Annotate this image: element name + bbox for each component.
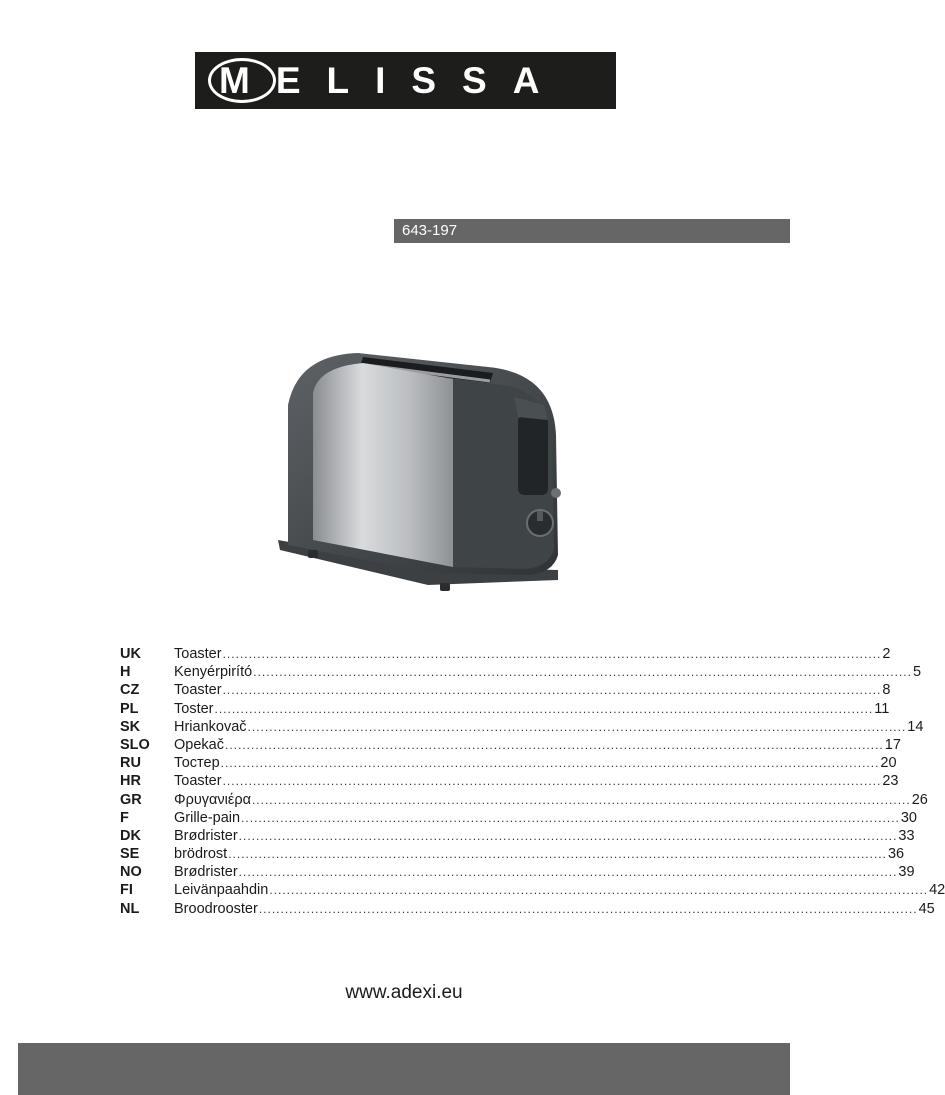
toc-entry[interactable] <box>120 681 891 699</box>
model-number-bar <box>394 219 790 243</box>
toc-language-code: GR <box>120 791 142 808</box>
toc-page-number: 26 <box>911 791 928 808</box>
toc-title: Opekač <box>174 736 224 753</box>
brand-logo <box>195 52 616 109</box>
toc-page-number: 8 <box>882 682 891 699</box>
toc-language-code: FI <box>120 882 133 899</box>
toc-title: Toaster <box>174 646 222 662</box>
toc-language-code: H <box>120 664 131 681</box>
toc-entry[interactable] <box>120 718 924 736</box>
toc-entry[interactable] <box>120 736 901 754</box>
toc-leader: ........................................................................................................................................................ <box>238 828 898 843</box>
toc-title: Brødrister <box>174 827 238 844</box>
toc-entry[interactable] <box>120 827 915 845</box>
toc-title: Toaster <box>174 773 222 790</box>
toc-page-number: 14 <box>907 718 924 735</box>
toc-page-number: 20 <box>880 755 897 772</box>
website-link[interactable]: www.adexi.eu <box>345 982 463 1003</box>
toc-title: Тостер <box>174 755 220 772</box>
toc-page-number: 42 <box>929 882 945 899</box>
toc-leader: ........................................................................................................................................................ <box>253 665 912 680</box>
toc-language-code: F <box>120 809 129 826</box>
toc-leader: ........................................................................................................................................................ <box>258 901 918 916</box>
toc-title: Leivänpaahdin <box>174 882 269 899</box>
toc-language-code: DK <box>120 827 141 844</box>
toc-leader: ........................................................................................................................................................ <box>214 701 874 716</box>
toc-page-number: 45 <box>918 900 935 917</box>
toc-entry[interactable] <box>120 809 917 827</box>
toc-title: Toster <box>174 700 214 717</box>
table-of-contents <box>120 645 945 918</box>
toc-entry[interactable] <box>120 791 928 809</box>
toc-title: brödrost <box>174 846 228 863</box>
toc-page-number: 17 <box>884 736 901 753</box>
toc-language-code: UK <box>120 646 141 662</box>
toc-language-code: NL <box>120 900 140 917</box>
toc-page-number: 30 <box>900 809 917 826</box>
toc-leader: ........................................................................................................................................................ <box>241 810 900 825</box>
toc-page-number: 5 <box>912 664 922 681</box>
toc-language-code: PL <box>120 700 139 717</box>
toc-page-number: 39 <box>898 864 915 881</box>
model-number: 643-197 <box>402 222 458 239</box>
toc-title: Broodrooster <box>174 900 258 917</box>
toc-language-code: HR <box>120 773 141 790</box>
toc-page-number: 11 <box>874 700 890 717</box>
toc-language-code: SK <box>120 718 141 735</box>
toc-leader: ........................................................................................................................................................ <box>220 756 880 771</box>
toc-entry[interactable] <box>120 754 897 772</box>
toc-leader: ........................................................................................................................................................ <box>251 792 911 807</box>
toc-entry[interactable] <box>120 900 935 918</box>
toc-leader: ........................................................................................................................................................ <box>238 865 898 880</box>
toc-entry[interactable] <box>120 863 915 881</box>
toc-page-number: 33 <box>898 827 915 844</box>
toc-page-number: 36 <box>887 846 905 863</box>
brand-name: MELISSA <box>219 60 566 101</box>
toc-leader: ........................................................................................................................................................ <box>222 774 882 789</box>
toc-language-code: SLO <box>120 736 150 753</box>
toc-entry[interactable] <box>120 772 899 790</box>
toc-leader: ........................................................................................................................................................ <box>222 647 882 661</box>
toc-language-code: CZ <box>120 682 140 699</box>
toc-title: Kenyérpirító <box>174 664 253 681</box>
toc-entry[interactable] <box>120 700 890 718</box>
toc-title: Grille-pain <box>174 809 241 826</box>
toc-leader: ........................................................................................................................................................ <box>222 683 882 698</box>
toc-page-number: 2 <box>882 646 891 662</box>
toc-title: Toaster <box>174 682 222 699</box>
toc-page-number: 23 <box>882 773 899 790</box>
toc-entry[interactable] <box>120 663 922 681</box>
toc-entry[interactable] <box>120 881 945 899</box>
toc-leader: ........................................................................................................................................................ <box>224 737 884 752</box>
toc-language-code: NO <box>120 864 142 881</box>
toc-entry[interactable] <box>120 645 891 663</box>
toc-language-code: SE <box>120 846 140 863</box>
toc-leader: ........................................................................................................................................................ <box>228 847 887 862</box>
toc-title: Φρυγανιέρα <box>174 791 251 808</box>
toc-entry[interactable] <box>120 845 905 863</box>
toc-title: Hriankovač <box>174 718 247 735</box>
toc-leader: ........................................................................................................................................................ <box>247 719 907 734</box>
footer-bar <box>18 1043 790 1095</box>
toc-language-code: RU <box>120 755 141 772</box>
toc-title: Brødrister <box>174 864 238 881</box>
toaster-image <box>268 345 568 595</box>
toc-leader: ........................................................................................................................................................ <box>269 883 929 898</box>
